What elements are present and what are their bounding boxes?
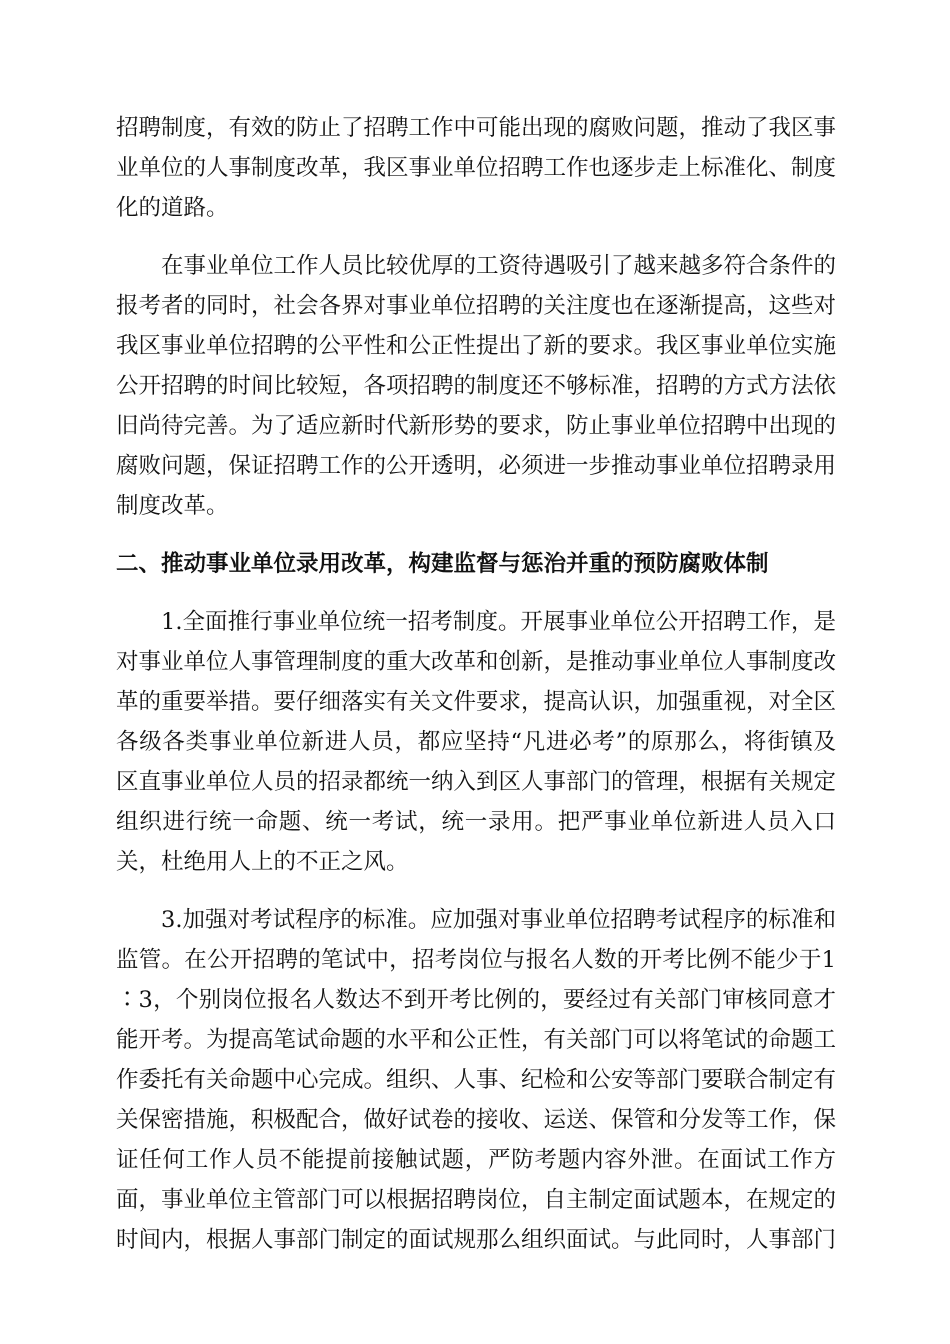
section-heading: 二、推动事业单位录用改革，构建监督与惩治并重的预防腐败体制 (116, 551, 769, 577)
document-body (116, 108, 836, 1278)
paragraph-exam-procedure: 3.加强对考试程序的标准。应加强对事业单位招聘考试程序的标准和监管。在公开招聘的笔试中，招考岗位与报名人数的开考比例不能少于1∶3，个别岗位报名人数达不到开考比例的，要经过有关部门审核同意才能开考。为提高笔试命题的水平和公正性，有关部门可以将笔试的命题工作委托有关命题中心完成。组织、人事、纪检和公安等部门要联合制定有关保密措施，积极配合，做好试卷的接收、运送、保管和分发等工作，保证任何工作人员不能提前接触试题，严防考题内容外泄。在面试工作方面，事业单位主管部门可以根据招聘岗位，自主制定面试题本，在规定的时间内，根据人事部门制定的面试规那么组织面试。与此同时，人事部门 (116, 907, 837, 1253)
paragraph-unified-exam: 1.全面推行事业单位统一招考制度。开展事业单位公开招聘工作，是对事业单位人事管理制度的重大改革和创新，是推动事业单位人事制度改革的重要举措。要仔细落实有关文件要求，提高认识，加强重视，对全区各级各类事业单位新进人员，都应坚持“凡进必考”的原那么，将街镇及区直事业单位人员的招录都统一纳入到区人事部门的管理，根据有关规定组织进行统一命题、统一考试，统一录用。把严事业单位新进人员入口关，杜绝用人上的不正之风。 (116, 609, 837, 875)
paragraph-continuation: 招聘制度，有效的防止了招聘工作中可能出现的腐败问题，推动了我区事业单位的人事制度改革，我区事业单位招聘工作也逐步走上标准化、制度化的道路。 (116, 115, 837, 221)
paragraph-recruitment-attention: 在事业单位工作人员比较优厚的工资待遇吸引了越来越多符合条件的报考者的同时，社会各界对事业单位招聘的关注度也在逐渐提高，这些对我区事业单位招聘的公平性和公正性提出了新的要求。我区事业单位实施公开招聘的时间比较短，各项招聘的制度还不够标准，招聘的方式方法依旧尚待完善。为了适应新时代新形势的要求，防止事业单位招聘中出现的腐败问题，保证招聘工作的公开透明，必须进一步推动事业单位招聘录用制度改革。 (116, 253, 837, 519)
